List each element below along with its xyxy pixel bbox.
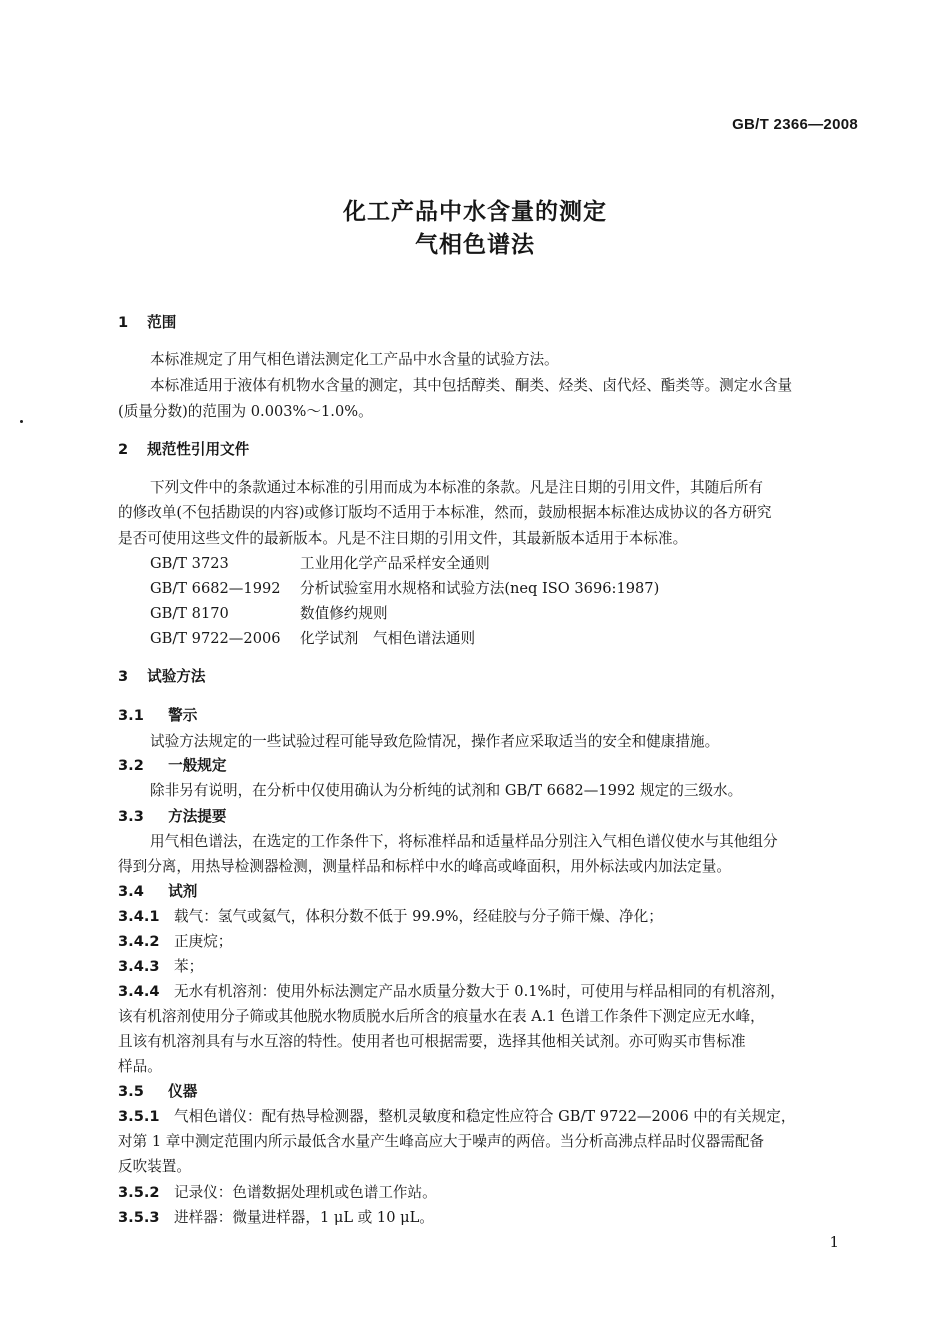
item-3-5-1-line-3: 反吹装置。 bbox=[118, 1158, 191, 1175]
section-title: 范围 bbox=[147, 314, 177, 331]
item-number: 3.4.3 bbox=[118, 958, 160, 975]
item-number: 3.5.1 bbox=[118, 1108, 160, 1125]
reference-item bbox=[150, 601, 856, 627]
reference-code: GB/T 9722—2006 bbox=[150, 630, 281, 647]
reference-code: GB/T 6682—1992 bbox=[150, 580, 281, 597]
standard-code: GB/T 2366—2008 bbox=[732, 116, 858, 133]
reference-item bbox=[150, 576, 856, 602]
scan-speck bbox=[20, 420, 23, 423]
page-number: 1 bbox=[829, 1233, 839, 1251]
section-2-paragraph-line-3: 是否可使用这些文件的最新版本。凡是不注日期的引用文件，其最新版本适用于本标准。 bbox=[118, 530, 688, 547]
document-subtitle: 气相色谱法 bbox=[415, 232, 535, 258]
subsection-number: 3.1 bbox=[118, 707, 144, 724]
subsection-3-3-heading bbox=[118, 804, 226, 830]
subsection-3-3-line-1: 用气相色谱法，在选定的工作条件下，将标准样品和适量样品分别注入气相色谱仪使水与其他组分 bbox=[150, 833, 778, 850]
section-2-heading bbox=[118, 437, 249, 463]
section-2-paragraph-line-1: 下列文件中的条款通过本标准的引用而成为本标准的条款。凡是注日期的引用文件，其随后所有 bbox=[150, 479, 763, 496]
item-3-5-2 bbox=[118, 1180, 856, 1206]
item-text: 正庚烷； bbox=[174, 933, 233, 950]
item-3-4-2 bbox=[118, 929, 856, 955]
subsection-3-3-line-2: 得到分离，用热导检测器检测，测量样品和标样中水的峰高或峰面积，用外标法或内加法定量。 bbox=[118, 858, 731, 875]
section-number: 3 bbox=[118, 668, 129, 685]
item-3-4-4-line-4: 样品。 bbox=[118, 1058, 162, 1075]
item-3-4-4-line-3: 且该有机溶剂具有与水互溶的特性。使用者也可根据需要，选择其他相关试剂。亦可购买市售标准 bbox=[118, 1033, 746, 1050]
item-text: 载气：氢气或氦气，体积分数不低于 99.9%，经硅胶与分子筛干燥、净化； bbox=[174, 908, 663, 925]
item-text: 气相色谱仪：配有热导检测器，整机灵敏度和稳定性应符合 GB/T 9722—2006 中的有关规定， bbox=[174, 1108, 796, 1125]
subsection-title: 仪器 bbox=[168, 1083, 198, 1100]
subsection-number: 3.2 bbox=[118, 757, 144, 774]
subsection-title: 警示 bbox=[168, 707, 198, 724]
item-3-4-4-line-1 bbox=[118, 979, 856, 1005]
item-number: 3.5.2 bbox=[118, 1184, 160, 1201]
subsection-number: 3.4 bbox=[118, 883, 144, 900]
reference-title: 数值修约规则 bbox=[300, 605, 388, 622]
item-number: 3.5.3 bbox=[118, 1209, 160, 1226]
item-3-4-1 bbox=[118, 904, 856, 930]
section-1-paragraph-2-line-1: 本标准适用于液体有机物水含量的测定，其中包括醇类、酮类、烃类、卤代烃、酯类等。测定水含量 bbox=[150, 377, 793, 394]
item-text: 无水有机溶剂：使用外标法测定产品水质量分数大于 0.1%时，可使用与样品相同的有机溶剂， bbox=[174, 983, 785, 1000]
section-number: 2 bbox=[118, 441, 129, 458]
reference-title: 分析试验室用水规格和试验方法(neq ISO 3696:1987) bbox=[300, 580, 660, 597]
subsection-3-4-heading bbox=[118, 879, 197, 905]
item-3-5-1-line-2: 对第 1 章中测定范围内所示最低含水量产生峰高应大于噪声的两倍。当分析高沸点样品时仪器需配备 bbox=[118, 1133, 765, 1150]
subsection-3-5-heading bbox=[118, 1079, 197, 1105]
section-3-heading bbox=[118, 664, 205, 690]
section-1-paragraph-1: 本标准规定了用气相色谱法测定化工产品中水含量的试验方法。 bbox=[150, 351, 559, 368]
item-number: 3.4.4 bbox=[118, 983, 160, 1000]
subsection-number: 3.5 bbox=[118, 1083, 144, 1100]
section-number: 1 bbox=[118, 314, 129, 331]
section-1-paragraph-2-line-2: (质量分数)的范围为 0.003%～1.0%。 bbox=[118, 403, 373, 420]
reference-item bbox=[150, 551, 856, 577]
section-title: 试验方法 bbox=[147, 668, 206, 685]
reference-item bbox=[150, 626, 856, 652]
reference-code: GB/T 8170 bbox=[150, 605, 229, 622]
item-3-4-4-line-2: 该有机溶剂使用分子筛或其他脱水物质脱水后所含的痕量水在表 A.1 色谱工作条件下测定应无水峰， bbox=[118, 1008, 765, 1025]
section-2-paragraph-line-2: 的修改单(不包括勘误的内容)或修订版均不适用于本标准，然而，鼓励根据本标准达成协议的各方研究 bbox=[118, 504, 772, 521]
item-text: 苯； bbox=[174, 958, 204, 975]
section-title: 规范性引用文件 bbox=[147, 441, 250, 458]
subsection-3-1-text: 试验方法规定的一些试验过程可能导致危险情况，操作者应采取适当的安全和健康措施。 bbox=[150, 733, 720, 750]
reference-code: GB/T 3723 bbox=[150, 555, 229, 572]
item-text: 进样器：微量进样器，1 μL 或 10 μL。 bbox=[174, 1209, 434, 1226]
item-text: 记录仪：色谱数据处理机或色谱工作站。 bbox=[174, 1184, 437, 1201]
subsection-number: 3.3 bbox=[118, 808, 144, 825]
item-number: 3.4.2 bbox=[118, 933, 160, 950]
section-1-heading bbox=[118, 310, 176, 336]
document-title: 化工产品中水含量的测定 bbox=[343, 199, 607, 225]
subsection-title: 一般规定 bbox=[168, 757, 227, 774]
item-number: 3.4.1 bbox=[118, 908, 160, 925]
subsection-3-2-text: 除非另有说明，在分析中仅使用确认为分析纯的试剂和 GB/T 6682—1992 规定的三级水。 bbox=[150, 782, 743, 799]
subsection-title: 试剂 bbox=[168, 883, 198, 900]
reference-title: 工业用化学产品采样安全通则 bbox=[300, 555, 490, 572]
item-3-5-1-line-1 bbox=[118, 1104, 856, 1130]
item-3-4-3 bbox=[118, 954, 856, 980]
item-3-5-3 bbox=[118, 1205, 856, 1231]
subsection-title: 方法提要 bbox=[168, 808, 227, 825]
subsection-3-1-heading bbox=[118, 703, 197, 729]
subsection-3-2-heading bbox=[118, 753, 226, 779]
reference-title: 化学试剂 气相色谱法通则 bbox=[300, 630, 476, 647]
